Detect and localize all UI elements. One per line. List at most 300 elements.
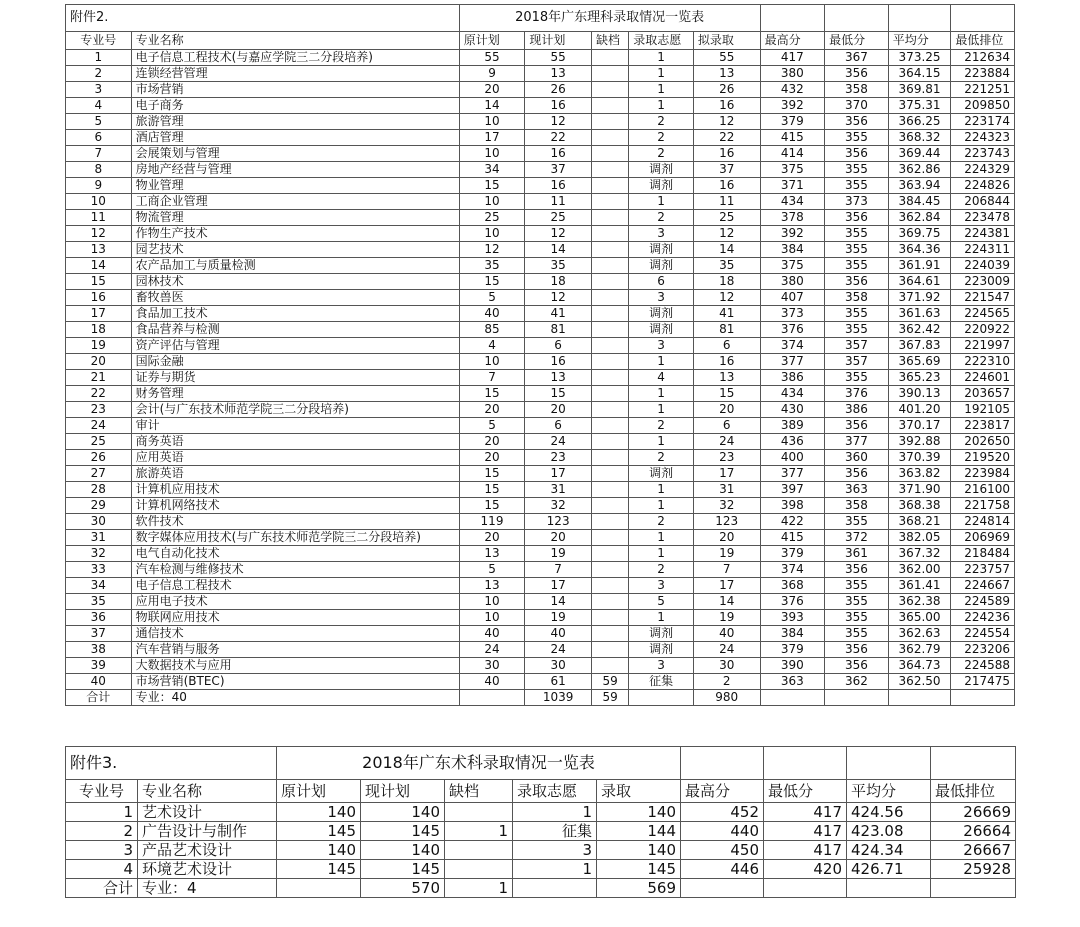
table-row xyxy=(66,274,1015,290)
table-cell: 16 xyxy=(693,146,760,162)
table-cell: 37 xyxy=(525,162,592,178)
table-cell: 13 xyxy=(525,66,592,82)
table-cell xyxy=(760,690,825,706)
table-cell: 356 xyxy=(825,210,889,226)
table-cell: 356 xyxy=(825,562,889,578)
table-cell: 1 xyxy=(629,50,694,66)
table-cell xyxy=(591,498,628,514)
table-cell: 140 xyxy=(597,841,681,860)
column-header: 录取 xyxy=(597,780,681,803)
empty-cell xyxy=(764,747,847,780)
table-cell: 调剂 xyxy=(629,322,694,338)
table-cell xyxy=(591,546,628,562)
table-cell: 365.00 xyxy=(888,610,951,626)
table-cell: 363 xyxy=(825,482,889,498)
table-cell: 17 xyxy=(693,578,760,594)
table-row xyxy=(66,418,1015,434)
table-cell: 酒店管理 xyxy=(131,130,459,146)
table-cell: 376 xyxy=(825,386,889,402)
table-cell: 367.83 xyxy=(888,338,951,354)
table-cell xyxy=(445,803,513,822)
table-cell: 1 xyxy=(629,386,694,402)
table-cell: 3 xyxy=(629,578,694,594)
table-cell: 12 xyxy=(66,226,132,242)
table-cell: 18 xyxy=(66,322,132,338)
table-cell: 217475 xyxy=(951,674,1015,690)
table-cell xyxy=(591,418,628,434)
column-header: 平均分 xyxy=(847,780,931,803)
table-cell: 12 xyxy=(525,114,592,130)
table-cell: 计算机网络技术 xyxy=(131,498,459,514)
table-cell: 145 xyxy=(277,822,361,841)
table-cell: 23 xyxy=(525,450,592,466)
table-cell: 调剂 xyxy=(629,258,694,274)
table-cell: 20 xyxy=(459,82,525,98)
table-cell: 450 xyxy=(681,841,764,860)
table-row xyxy=(66,514,1015,530)
table-cell: 362.63 xyxy=(888,626,951,642)
table-cell: 物联网应用技术 xyxy=(131,610,459,626)
table-cell: 55 xyxy=(525,50,592,66)
column-header: 缺档 xyxy=(445,780,513,803)
table-cell: 203657 xyxy=(951,386,1015,402)
column-header: 原计划 xyxy=(459,32,525,50)
table-cell: 1 xyxy=(66,803,138,822)
table-cell xyxy=(591,642,628,658)
table-row xyxy=(66,674,1015,690)
table-cell: 367 xyxy=(825,50,889,66)
table-cell: 364.36 xyxy=(888,242,951,258)
column-header: 最低分 xyxy=(764,780,847,803)
table-cell: 368.21 xyxy=(888,514,951,530)
table-cell xyxy=(591,450,628,466)
table-cell: 28 xyxy=(66,482,132,498)
table-row xyxy=(66,370,1015,386)
table-cell: 209850 xyxy=(951,98,1015,114)
table-cell: 224311 xyxy=(951,242,1015,258)
table-row xyxy=(66,338,1015,354)
table-row xyxy=(66,594,1015,610)
table-cell: 140 xyxy=(597,803,681,822)
table-cell: 4 xyxy=(459,338,525,354)
table-row xyxy=(66,450,1015,466)
table-cell xyxy=(591,210,628,226)
table-cell: 55 xyxy=(693,50,760,66)
total-row xyxy=(66,879,1016,898)
table-cell: 作物生产技术 xyxy=(131,226,459,242)
table-cell xyxy=(591,578,628,594)
table-cell: 22 xyxy=(525,130,592,146)
table-cell: 26 xyxy=(525,82,592,98)
table-cell: 378 xyxy=(760,210,825,226)
table-cell xyxy=(591,226,628,242)
table-cell: 15 xyxy=(459,178,525,194)
table-cell: 13 xyxy=(459,546,525,562)
table-cell: 355 xyxy=(825,610,889,626)
table-cell: 398 xyxy=(760,498,825,514)
table-cell: 13 xyxy=(525,370,592,386)
table-cell: 223984 xyxy=(951,466,1015,482)
table-cell: 6 xyxy=(525,338,592,354)
table-cell xyxy=(513,879,597,898)
table-cell: 370.17 xyxy=(888,418,951,434)
table-cell: 11 xyxy=(525,194,592,210)
table-cell: 415 xyxy=(760,130,825,146)
table-cell: 1 xyxy=(629,482,694,498)
table-cell xyxy=(591,434,628,450)
table-cell xyxy=(591,50,628,66)
table-cell: 10 xyxy=(459,226,525,242)
table-cell: 361.63 xyxy=(888,306,951,322)
table-cell: 224565 xyxy=(951,306,1015,322)
table-cell: 5 xyxy=(459,562,525,578)
table-cell xyxy=(445,841,513,860)
table-title: 2018年广东术科录取情况一览表 xyxy=(277,747,681,780)
table-cell: 10 xyxy=(459,194,525,210)
table-cell xyxy=(591,114,628,130)
table-cell: 370 xyxy=(825,98,889,114)
table-cell xyxy=(681,879,764,898)
table-cell: 3 xyxy=(629,338,694,354)
table-cell: 140 xyxy=(277,803,361,822)
table-cell: 221251 xyxy=(951,82,1015,98)
table-cell: 123 xyxy=(525,514,592,530)
table-cell: 415 xyxy=(760,530,825,546)
table-cell: 19 xyxy=(66,338,132,354)
table-cell: 32 xyxy=(693,498,760,514)
table-cell: 371.92 xyxy=(888,290,951,306)
table-cell: 4 xyxy=(66,98,132,114)
table-cell: 30 xyxy=(459,658,525,674)
table-cell: 35 xyxy=(459,258,525,274)
table-cell: 380 xyxy=(760,274,825,290)
table-cell xyxy=(591,626,628,642)
table-cell: 140 xyxy=(361,841,445,860)
table-row xyxy=(66,386,1015,402)
table-cell: 合计 xyxy=(66,879,138,898)
column-header: 专业号 xyxy=(66,32,132,50)
table-cell: 合计 xyxy=(66,690,132,706)
table-cell: 证券与期货 xyxy=(131,370,459,386)
table-cell: 1 xyxy=(513,803,597,822)
table-cell: 调剂 xyxy=(629,642,694,658)
table-cell: 3 xyxy=(629,290,694,306)
table-cell: 358 xyxy=(825,290,889,306)
table-cell: 2 xyxy=(66,822,138,841)
table-cell: 26 xyxy=(693,82,760,98)
table-cell: 7 xyxy=(525,562,592,578)
table-row xyxy=(66,530,1015,546)
table-cell: 专业：4 xyxy=(138,879,277,898)
table-cell xyxy=(591,354,628,370)
table-row xyxy=(66,610,1015,626)
table-cell: 371.90 xyxy=(888,482,951,498)
table-cell: 356 xyxy=(825,146,889,162)
table-cell: 384 xyxy=(760,626,825,642)
table-cell: 2 xyxy=(693,674,760,690)
table-cell: 10 xyxy=(459,114,525,130)
empty-cell xyxy=(760,5,825,32)
table-cell: 电气自动化技术 xyxy=(131,546,459,562)
table-cell: 392 xyxy=(760,98,825,114)
table-cell: 应用电子技术 xyxy=(131,594,459,610)
table-cell: 356 xyxy=(825,642,889,658)
table-cell: 216100 xyxy=(951,482,1015,498)
table-cell: 379 xyxy=(760,642,825,658)
table-cell: 55 xyxy=(459,50,525,66)
table-cell: 16 xyxy=(66,290,132,306)
table-cell: 145 xyxy=(361,860,445,879)
table-cell: 计算机应用技术 xyxy=(131,482,459,498)
table-cell: 25928 xyxy=(931,860,1016,879)
table-cell: 361 xyxy=(825,546,889,562)
table-cell: 980 xyxy=(693,690,760,706)
table-cell: 223174 xyxy=(951,114,1015,130)
table-cell: 224588 xyxy=(951,658,1015,674)
table-cell: 审计 xyxy=(131,418,459,434)
table-cell: 34 xyxy=(66,578,132,594)
table-cell: 26669 xyxy=(931,803,1016,822)
table-cell: 140 xyxy=(277,841,361,860)
table-cell: 358 xyxy=(825,498,889,514)
table-cell: 26 xyxy=(66,450,132,466)
table-cell: 调剂 xyxy=(629,466,694,482)
table-cell xyxy=(591,82,628,98)
table-cell xyxy=(591,242,628,258)
table-cell: 377 xyxy=(825,434,889,450)
table-cell: 223884 xyxy=(951,66,1015,82)
table-cell: 361.91 xyxy=(888,258,951,274)
table-cell: 园林技术 xyxy=(131,274,459,290)
table-row xyxy=(66,210,1015,226)
column-header: 专业名称 xyxy=(131,32,459,50)
table-cell: 31 xyxy=(693,482,760,498)
table-cell: 355 xyxy=(825,306,889,322)
table-cell: 30 xyxy=(525,658,592,674)
table-cell: 202650 xyxy=(951,434,1015,450)
table-cell: 379 xyxy=(760,114,825,130)
table-cell: 423.08 xyxy=(847,822,931,841)
table-row xyxy=(66,498,1015,514)
table-cell: 2 xyxy=(629,562,694,578)
table-title: 2018年广东理科录取情况一览表 xyxy=(459,5,760,32)
table-cell: 81 xyxy=(693,322,760,338)
table-cell: 224381 xyxy=(951,226,1015,242)
table-cell: 20 xyxy=(693,402,760,418)
table-cell: 223478 xyxy=(951,210,1015,226)
table-cell xyxy=(591,98,628,114)
table-row xyxy=(66,242,1015,258)
table-row xyxy=(66,258,1015,274)
table-cell: 24 xyxy=(66,418,132,434)
table-cell: 征集 xyxy=(513,822,597,841)
table-cell: 365.23 xyxy=(888,370,951,386)
table-cell: 1 xyxy=(629,498,694,514)
table-row xyxy=(66,178,1015,194)
table-cell: 电子信息工程技术(与嘉应学院三二分段培养) xyxy=(131,50,459,66)
column-header: 现计划 xyxy=(361,780,445,803)
table-cell: 24 xyxy=(525,434,592,450)
table-cell: 355 xyxy=(825,226,889,242)
table-cell: 12 xyxy=(693,114,760,130)
table-cell: 1 xyxy=(629,530,694,546)
empty-cell xyxy=(951,5,1015,32)
table-cell: 221547 xyxy=(951,290,1015,306)
table-cell: 145 xyxy=(597,860,681,879)
table-cell: 23 xyxy=(693,450,760,466)
table-cell: 市场营销 xyxy=(131,82,459,98)
table-cell: 15 xyxy=(459,466,525,482)
table-cell: 38 xyxy=(66,642,132,658)
table-row xyxy=(66,562,1015,578)
table-cell: 16 xyxy=(525,178,592,194)
table-cell xyxy=(459,690,525,706)
table-cell: 356 xyxy=(825,274,889,290)
table-cell: 4 xyxy=(629,370,694,386)
table-cell: 223743 xyxy=(951,146,1015,162)
title-row xyxy=(66,747,1016,780)
table-row xyxy=(66,226,1015,242)
table-row xyxy=(66,434,1015,450)
table-cell: 调剂 xyxy=(629,242,694,258)
table-cell: 397 xyxy=(760,482,825,498)
table-cell: 11 xyxy=(66,210,132,226)
admission-table-science xyxy=(65,4,1015,706)
table-cell: 20 xyxy=(459,530,525,546)
table-cell: 358 xyxy=(825,82,889,98)
table-cell xyxy=(591,66,628,82)
table-cell: 24 xyxy=(693,434,760,450)
table-cell: 377 xyxy=(760,354,825,370)
table-cell: 362.38 xyxy=(888,594,951,610)
table-cell: 14 xyxy=(693,594,760,610)
table-cell: 22 xyxy=(66,386,132,402)
table-cell: 356 xyxy=(825,418,889,434)
table-cell: 355 xyxy=(825,578,889,594)
column-header: 最低排位 xyxy=(931,780,1016,803)
table-cell xyxy=(591,386,628,402)
table-cell: 355 xyxy=(825,258,889,274)
table-cell: 16 xyxy=(693,178,760,194)
table-cell xyxy=(591,514,628,530)
table-cell xyxy=(591,562,628,578)
table-cell: 61 xyxy=(525,674,592,690)
table-cell: 434 xyxy=(760,194,825,210)
table-cell xyxy=(591,658,628,674)
table-cell: 390 xyxy=(760,658,825,674)
table-cell: 369.75 xyxy=(888,226,951,242)
table-row xyxy=(66,290,1015,306)
table-cell: 362.79 xyxy=(888,642,951,658)
table-cell xyxy=(591,338,628,354)
admission-table-art xyxy=(65,746,1016,898)
table-cell: 355 xyxy=(825,594,889,610)
table-cell: 产品艺术设计 xyxy=(138,841,277,860)
table-cell: 223817 xyxy=(951,418,1015,434)
table-cell: 357 xyxy=(825,338,889,354)
table-cell: 18 xyxy=(693,274,760,290)
table-cell: 390.13 xyxy=(888,386,951,402)
table-cell xyxy=(591,402,628,418)
table-cell: 219520 xyxy=(951,450,1015,466)
table-cell: 11 xyxy=(693,194,760,210)
table-cell: 364.61 xyxy=(888,274,951,290)
table-cell: 363 xyxy=(760,674,825,690)
table-cell: 17 xyxy=(525,466,592,482)
table-cell: 14 xyxy=(66,258,132,274)
table-cell: 19 xyxy=(525,610,592,626)
table-cell: 25 xyxy=(66,434,132,450)
table-cell: 16 xyxy=(693,354,760,370)
table-cell: 1 xyxy=(629,66,694,82)
table-cell: 6 xyxy=(629,274,694,290)
table-cell: 424.34 xyxy=(847,841,931,860)
table-cell: 224826 xyxy=(951,178,1015,194)
table-cell: 5 xyxy=(629,594,694,610)
table-cell: 389 xyxy=(760,418,825,434)
table-cell: 40 xyxy=(459,626,525,642)
table-cell: 10 xyxy=(66,194,132,210)
table-cell: 会展策划与管理 xyxy=(131,146,459,162)
table-cell: 59 xyxy=(591,690,628,706)
header-row xyxy=(66,780,1016,803)
table-cell: 会计(与广东技术师范学院三二分段培养) xyxy=(131,402,459,418)
table-cell: 417 xyxy=(764,822,847,841)
table-cell: 30 xyxy=(693,658,760,674)
table-cell xyxy=(591,290,628,306)
table-row xyxy=(66,642,1015,658)
table-cell: 386 xyxy=(825,402,889,418)
table-cell xyxy=(931,879,1016,898)
table-cell: 房地产经营与管理 xyxy=(131,162,459,178)
table-cell: 35 xyxy=(525,258,592,274)
table-row xyxy=(66,354,1015,370)
table-row xyxy=(66,98,1015,114)
table-cell xyxy=(591,466,628,482)
total-row xyxy=(66,690,1015,706)
table-cell xyxy=(764,879,847,898)
table-cell: 356 xyxy=(825,466,889,482)
table-cell: 192105 xyxy=(951,402,1015,418)
table-cell: 81 xyxy=(525,322,592,338)
table-cell: 6 xyxy=(525,418,592,434)
table-cell: 212634 xyxy=(951,50,1015,66)
table-cell: 14 xyxy=(459,98,525,114)
table-cell: 专业：40 xyxy=(131,690,459,706)
table-cell: 调剂 xyxy=(629,178,694,194)
column-header: 最低排位 xyxy=(951,32,1015,50)
table-cell: 20 xyxy=(693,530,760,546)
table-cell: 436 xyxy=(760,434,825,450)
table-cell: 362.84 xyxy=(888,210,951,226)
table-cell xyxy=(629,690,694,706)
table-cell: 1 xyxy=(66,50,132,66)
table-cell: 31 xyxy=(66,530,132,546)
table-cell: 12 xyxy=(459,242,525,258)
table-cell: 368.32 xyxy=(888,130,951,146)
table-cell: 物业管理 xyxy=(131,178,459,194)
empty-cell xyxy=(888,5,951,32)
table-cell: 377 xyxy=(760,466,825,482)
empty-cell xyxy=(681,747,764,780)
table-cell: 调剂 xyxy=(629,306,694,322)
table-cell: 382.05 xyxy=(888,530,951,546)
table-cell: 356 xyxy=(825,66,889,82)
table-cell: 384.45 xyxy=(888,194,951,210)
table-cell: 应用英语 xyxy=(131,450,459,466)
table-cell: 10 xyxy=(459,610,525,626)
table-cell xyxy=(277,879,361,898)
